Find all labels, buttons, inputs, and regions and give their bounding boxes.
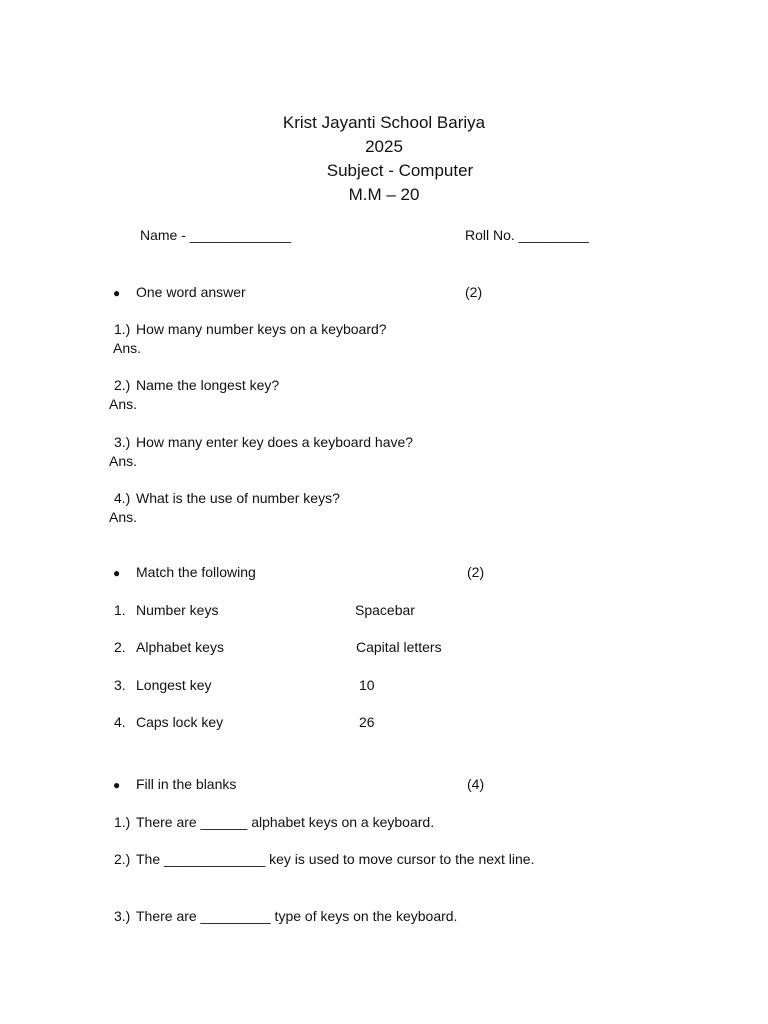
bullet-icon: ● xyxy=(113,778,121,792)
section-title-fill: Fill in the blanks xyxy=(136,776,237,792)
section-marks-match: (2) xyxy=(467,564,485,580)
fill-item-text: There are ______ alphabet keys on a keyboard. xyxy=(136,814,435,830)
question-text: How many number keys on a keyboard? xyxy=(136,321,387,337)
question-number: 3.) xyxy=(114,434,131,450)
match-left-item: Number keys xyxy=(136,602,219,618)
answer-label: Ans. xyxy=(109,396,138,412)
question-number: 2.) xyxy=(114,377,131,393)
max-marks: M.M – 20 xyxy=(348,185,420,204)
fill-item-number: 1.) xyxy=(114,814,131,830)
fill-item-number: 3.) xyxy=(114,908,131,924)
match-right-item: 10 xyxy=(359,677,375,693)
match-right-item: Spacebar xyxy=(355,602,415,618)
bullet-icon: ● xyxy=(113,286,121,300)
match-row-number: 3. xyxy=(114,677,126,693)
question-number: 1.) xyxy=(114,321,131,337)
match-right-item: 26 xyxy=(359,714,375,730)
roll-number-label: Roll No. _________ xyxy=(465,227,589,243)
bullet-icon: ● xyxy=(113,566,121,580)
section-marks-fill: (4) xyxy=(467,776,485,792)
answer-label: Ans. xyxy=(113,340,142,356)
match-right-item: Capital letters xyxy=(356,639,442,655)
section-title-one-word: One word answer xyxy=(136,284,246,300)
match-row-number: 4. xyxy=(114,714,126,730)
name-field-label: Name - _____________ xyxy=(140,227,292,243)
exam-year: 2025 xyxy=(365,137,403,156)
question-text: Name the longest key? xyxy=(136,377,280,393)
fill-item-text: The _____________ key is used to move cursor to the next line. xyxy=(136,851,535,867)
fill-item-number: 2.) xyxy=(114,851,131,867)
section-title-match: Match the following xyxy=(136,564,256,580)
match-left-item: Caps lock key xyxy=(136,714,224,730)
match-row-number: 1. xyxy=(114,602,126,618)
match-row-number: 2. xyxy=(114,639,126,655)
school-name: Krist Jayanti School Bariya xyxy=(282,113,486,132)
answer-label: Ans. xyxy=(109,509,138,525)
answer-label: Ans. xyxy=(109,453,138,469)
match-left-item: Alphabet keys xyxy=(136,639,224,655)
subject-title: Subject - Computer xyxy=(326,161,474,180)
question-number: 4.) xyxy=(114,490,131,506)
question-text: How many enter key does a keyboard have? xyxy=(136,434,414,450)
fill-item-text: There are _________ type of keys on the keyboard. xyxy=(136,908,458,924)
match-left-item: Longest key xyxy=(136,677,212,693)
section-marks-one-word: (2) xyxy=(465,284,483,300)
question-text: What is the use of number keys? xyxy=(136,490,340,506)
